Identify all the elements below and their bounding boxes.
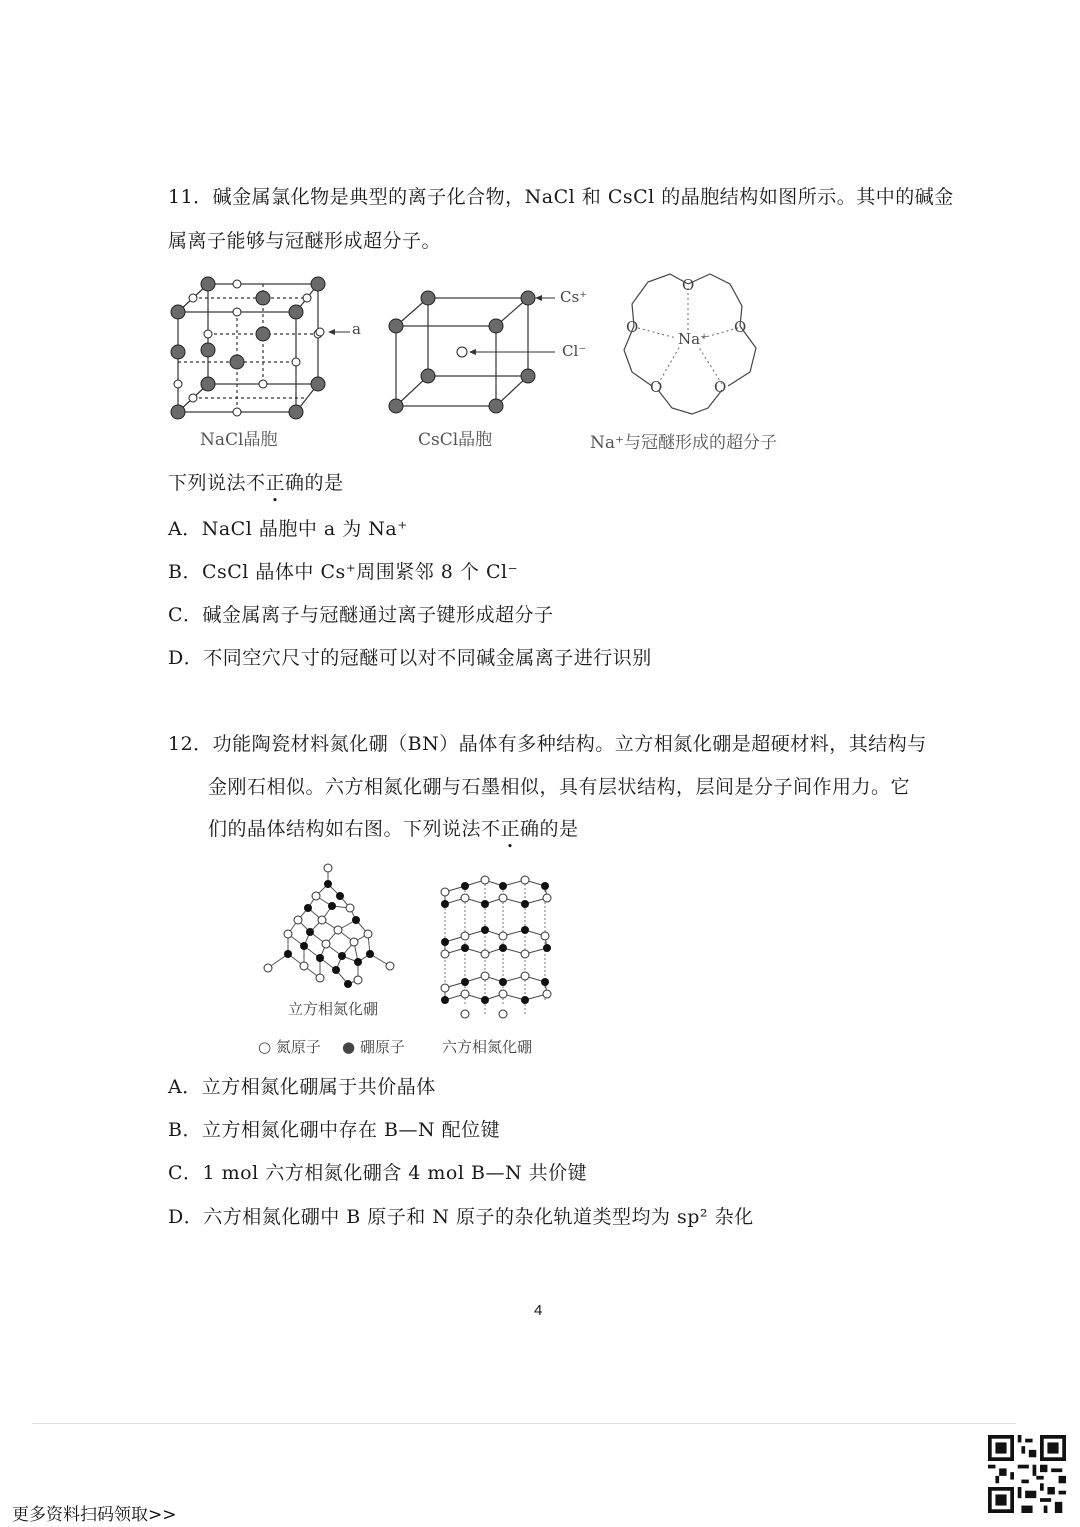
qr-code-icon[interactable] bbox=[988, 1435, 1066, 1513]
hex-bn-caption: 六方相氮化硼 bbox=[442, 1038, 533, 1056]
crown-oxygen-top: O bbox=[682, 276, 695, 294]
emphasis-text: 不正确 bbox=[481, 818, 540, 840]
q12-option-d: D．六方相氮化硼中 B 原子和 N 原子的杂化轨道类型均为 sp² 杂化 bbox=[168, 1206, 754, 1228]
legend-boron: ● 硼原子 bbox=[342, 1038, 405, 1056]
q11-option-a: A．NaCl 晶胞中 a 为 Na⁺ bbox=[168, 518, 408, 540]
q12-stem-line2: 金刚石相似。六方相氮化硼与石墨相似，具有层状结构，层间是分子间作用力。它 bbox=[208, 776, 911, 798]
q11-stem-line2: 属离子能够与冠醚形成超分子。 bbox=[168, 230, 442, 252]
q12-option-a: A．立方相氮化硼属于共价晶体 bbox=[168, 1076, 436, 1098]
q12-stem-line3: 们的晶体结构如右图。下列说法不正确的是 bbox=[208, 818, 579, 840]
crown-oxygen-left: O bbox=[626, 318, 639, 336]
q11-option-d: D．不同空穴尺寸的冠醚可以对不同碱金属离子进行识别 bbox=[168, 647, 652, 669]
q11-stem-line1: 11．碱金属氯化物是典型的离子化合物，NaCl 和 CsCl 的晶胞结构如图所示。其中的碱金 bbox=[168, 186, 954, 208]
q12-stem-line1: 12．功能陶瓷材料氮化硼（BN）晶体有多种结构。立方相氮化硼是超硬材料，其结构与 bbox=[168, 733, 927, 755]
nacl-caption: NaCl晶胞 bbox=[200, 430, 278, 450]
q11-option-b: B．CsCl 晶体中 Cs⁺周围紧邻 8 个 Cl⁻ bbox=[168, 561, 519, 583]
cscl-unit-cell-figure bbox=[390, 290, 590, 415]
legend-nitrogen: ○ 氮原子 bbox=[258, 1038, 321, 1056]
cubic-bn-figure bbox=[258, 862, 408, 997]
emphasis-text: 不正确 bbox=[246, 472, 305, 494]
nacl-unit-cell-figure bbox=[168, 272, 368, 422]
crown-caption: Na⁺与冠醚形成的超分子 bbox=[590, 433, 777, 453]
crown-na-center: Na⁺ bbox=[678, 330, 708, 348]
nacl-a-label: a bbox=[352, 320, 361, 338]
cubic-bn-caption: 立方相氮化硼 bbox=[288, 1000, 379, 1018]
q11-question: 下列说法不正确的是 bbox=[168, 472, 344, 494]
hexagonal-bn-figure bbox=[435, 876, 560, 1022]
crown-oxygen-lower-left: O bbox=[650, 378, 663, 396]
crown-oxygen-right: O bbox=[734, 318, 747, 336]
cscl-caption: CsCl晶胞 bbox=[418, 430, 493, 450]
footer-divider bbox=[32, 1423, 1016, 1424]
page-number: 4 bbox=[534, 1302, 543, 1319]
q12-option-b: B．立方相氮化硼中存在 B—N 配位键 bbox=[168, 1119, 501, 1141]
q11-option-c: C．碱金属离子与冠醚通过离子键形成超分子 bbox=[168, 604, 554, 626]
cl-ion-label: Cl⁻ bbox=[562, 342, 587, 360]
crown-oxygen-lower-right: O bbox=[714, 378, 727, 396]
q12-option-c: C．1 mol 六方相氮化硼含 4 mol B—N 共价键 bbox=[168, 1162, 588, 1184]
footer-link[interactable]: 更多资料扫码领取>> bbox=[12, 1505, 177, 1525]
cs-ion-label: Cs⁺ bbox=[560, 288, 588, 306]
